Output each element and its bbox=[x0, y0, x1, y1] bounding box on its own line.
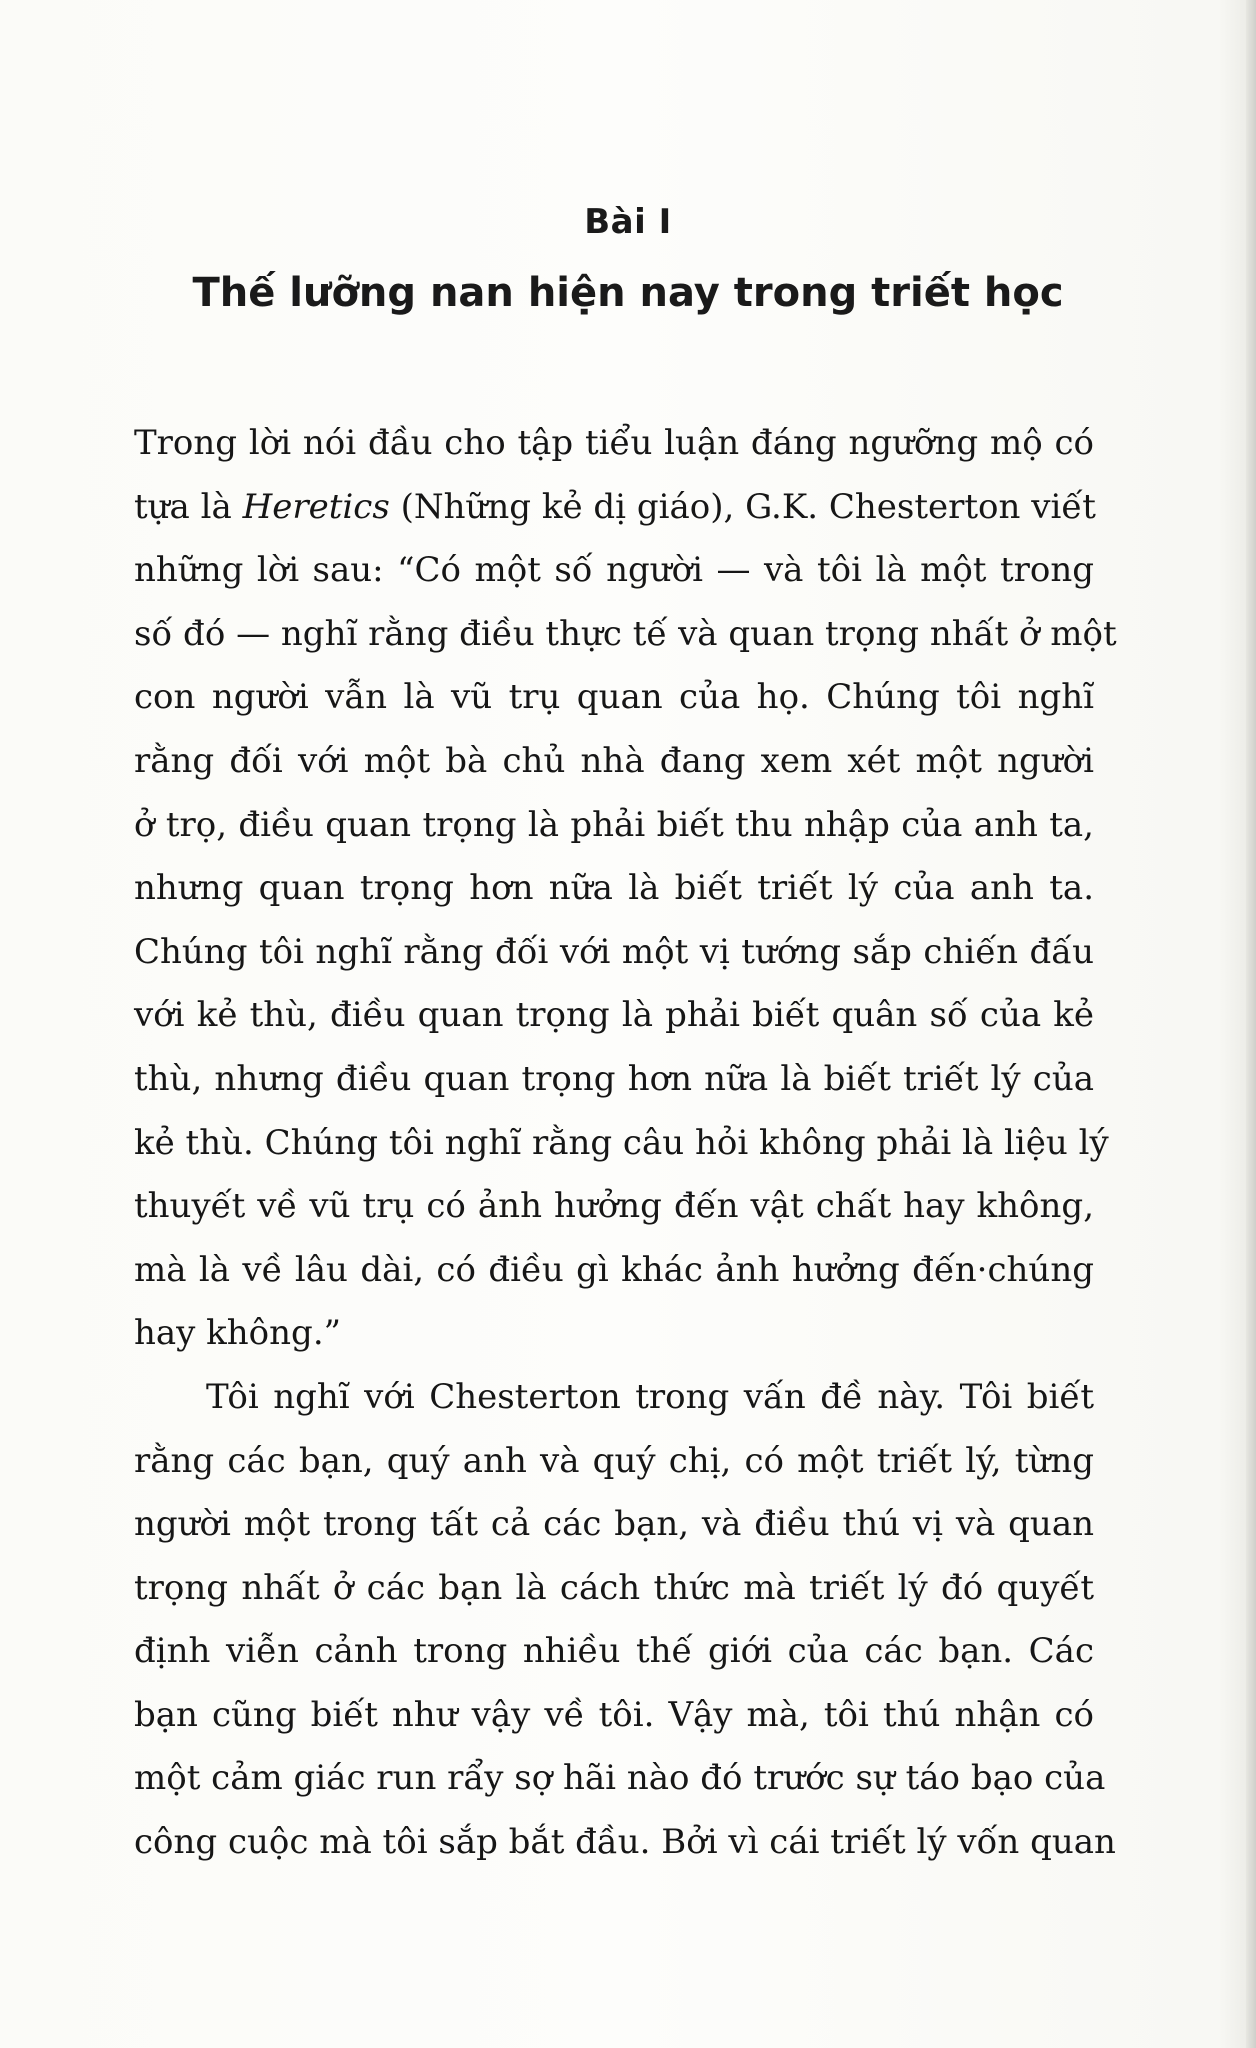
text-line: Chúng tôi nghĩ rằng đối với một vị tướng sắp chiến đấu bbox=[134, 931, 1094, 972]
text-line bbox=[134, 476, 1094, 540]
text-line: nhưng quan trọng hơn nữa là biết triết lý của anh ta. bbox=[134, 868, 1094, 909]
paragraph-1 bbox=[134, 412, 1117, 1366]
text-span: (Những kẻ dị giáo), G.K. Chesterton viết bbox=[389, 486, 1096, 527]
text-line: Trong lời nói đầu cho tập tiểu luận đáng ngưỡng mộ có bbox=[134, 423, 1094, 463]
text-line: trọng nhất ở các bạn là cách thức mà triết lý đó quyết bbox=[134, 1567, 1094, 1608]
text-line: những lời sau: “Có một số người — và tôi là một trong bbox=[134, 550, 1094, 591]
text-line: công cuộc mà tôi sắp bắt đầu. Bởi vì cái triết lý vốn quan bbox=[134, 1822, 1116, 1863]
text-line: bạn cũng biết như vậy về tôi. Vậy mà, tôi thú nhận có bbox=[134, 1694, 1094, 1735]
text-line: với kẻ thù, điều quan trọng là phải biết quân số của kẻ bbox=[134, 995, 1094, 1036]
text-line: rằng đối với một bà chủ nhà đang xem xét một người bbox=[134, 740, 1094, 781]
text-line: thù, nhưng điều quan trọng hơn nữa là biết triết lý của bbox=[134, 1058, 1094, 1099]
text-line: người một trong tất cả các bạn, và điều thú vị và quan bbox=[134, 1504, 1094, 1545]
text-line: số đó — nghĩ rằng điều thực tế và quan trọng nhất ở một bbox=[134, 613, 1117, 654]
body-text bbox=[134, 412, 1117, 1875]
text-line: thuyết về vũ trụ có ảnh hưởng đến vật chất hay không, bbox=[134, 1186, 1094, 1227]
text-line: con người vẫn là vũ trụ quan của họ. Chúng tôi nghĩ bbox=[134, 677, 1094, 718]
text-line: Tôi nghĩ với Chesterton trong vấn đề này. Tôi biết bbox=[206, 1376, 1094, 1417]
chapter-title: Thế lưỡng nan hiện nay trong triết học bbox=[192, 270, 1064, 316]
text-span: tựa là bbox=[134, 486, 243, 527]
text-line: một cảm giác run rẩy sợ hãi nào đó trước sự táo bạo của bbox=[134, 1758, 1106, 1799]
text-line: rằng các bạn, quý anh và quý chị, có một triết lý, từng bbox=[134, 1440, 1094, 1481]
text-line: kẻ thù. Chúng tôi nghĩ rằng câu hỏi không phải là liệu lý bbox=[134, 1122, 1109, 1163]
text-line: hay không.” bbox=[134, 1313, 342, 1354]
paragraph-2 bbox=[134, 1366, 1116, 1875]
text-line: định viễn cảnh trong nhiều thế giới của các bạn. Các bbox=[134, 1631, 1094, 1672]
text-line: mà là về lâu dài, có điều gì khác ảnh hưởng đến·chúng bbox=[134, 1249, 1094, 1290]
book-title-italic: Heretics bbox=[242, 486, 390, 527]
text-line: ở trọ, điều quan trọng là phải biết thu nhập của anh ta, bbox=[134, 804, 1094, 845]
chapter-number: Bài I bbox=[584, 202, 672, 242]
